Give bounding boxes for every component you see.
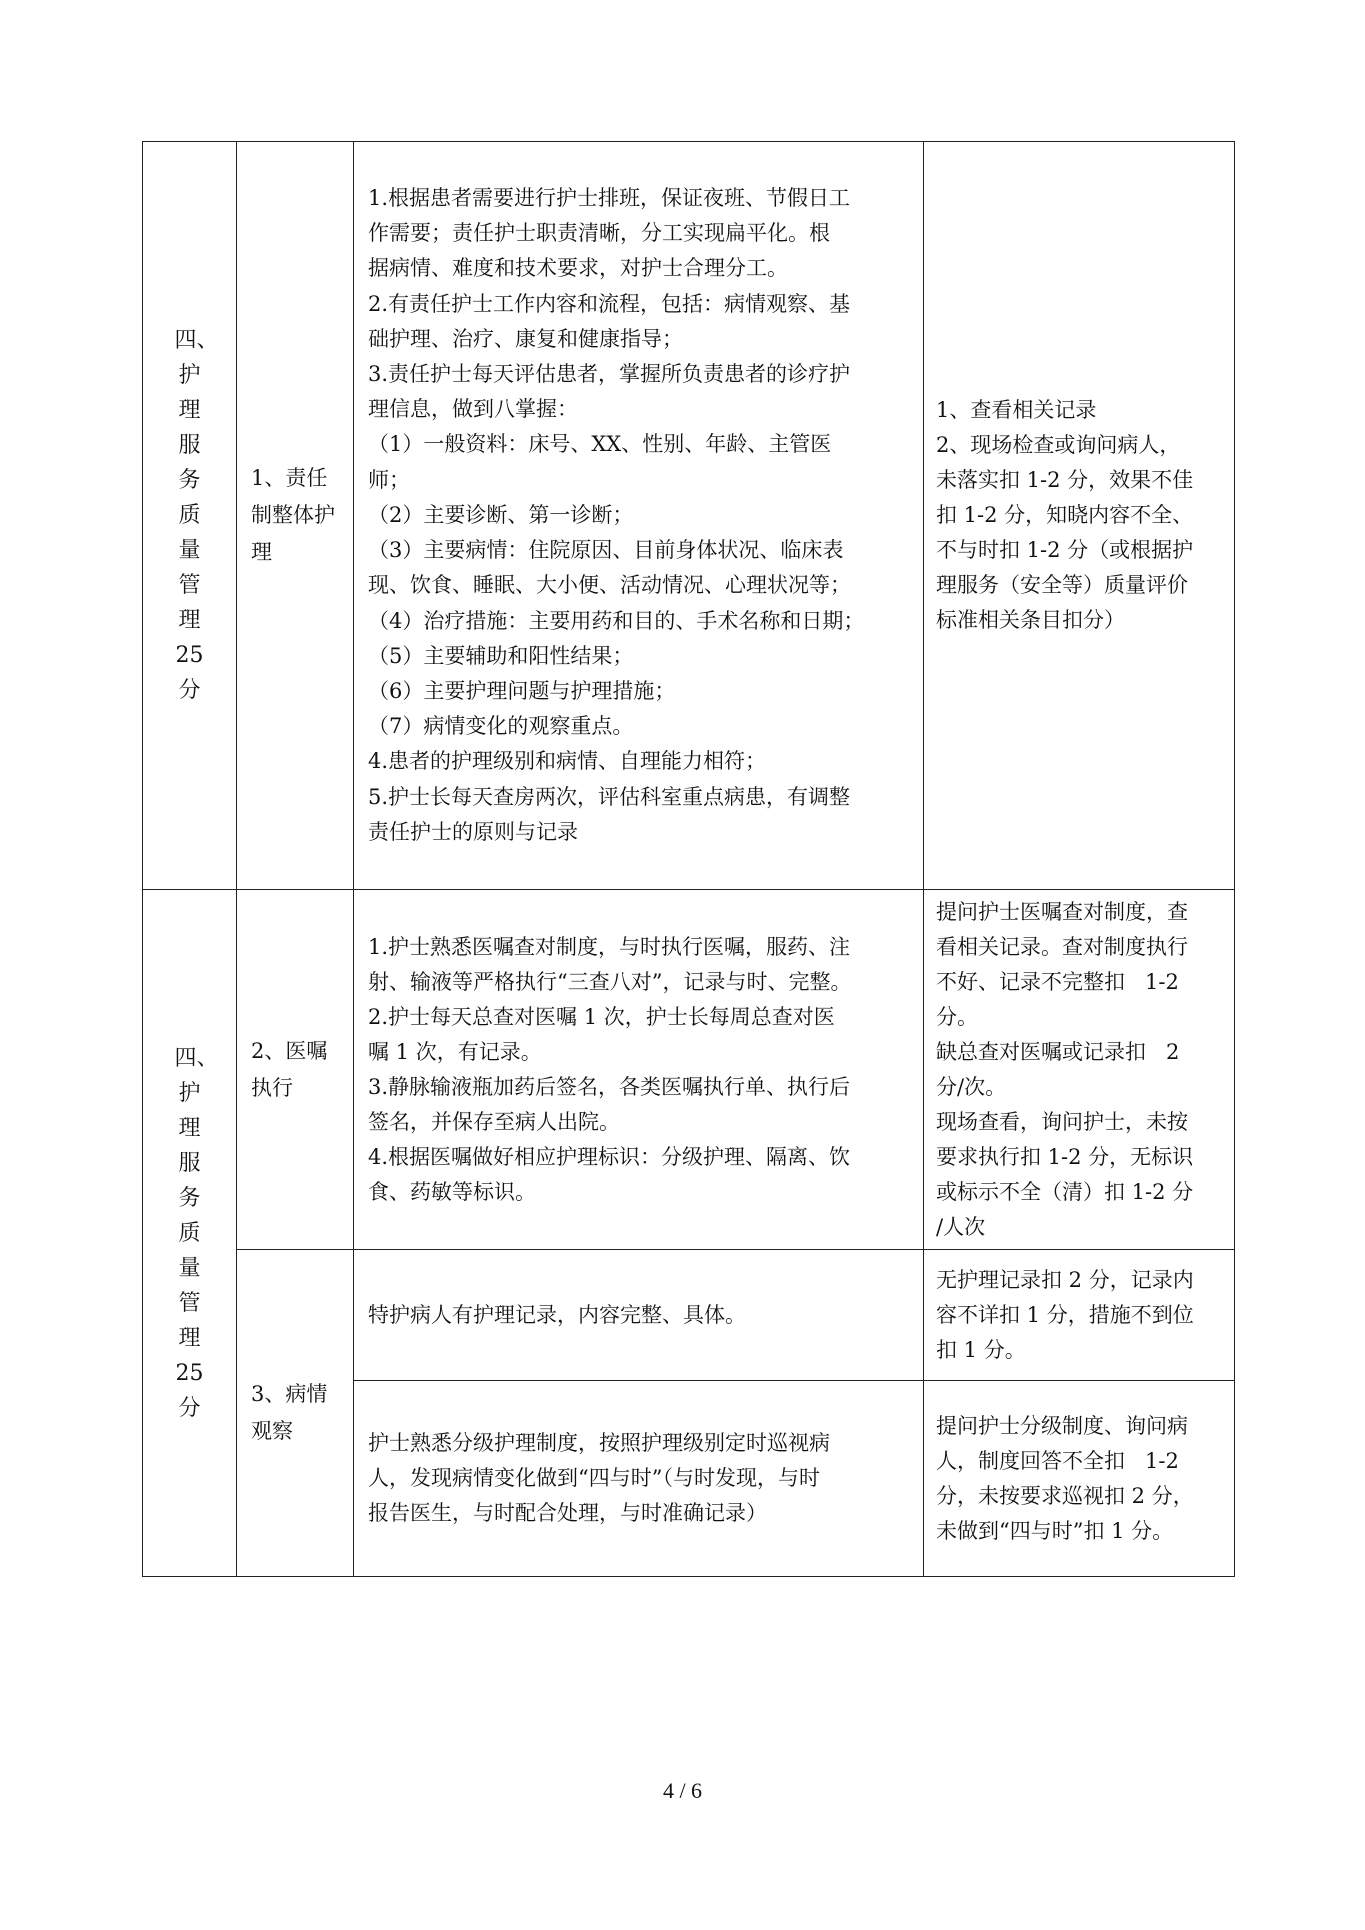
content-line: 3.静脉输液瓶加药后签名，各类医嘱执行单、执行后	[368, 1074, 851, 1099]
standard-content-cell	[354, 1381, 924, 1577]
method-line: 1、查看相关记录	[936, 398, 1097, 422]
method-line: 标准相关条目扣分）	[936, 608, 1125, 632]
content-line: 签名，并保存至病人出院。	[368, 1109, 620, 1134]
content-line: 4.患者的护理级别和病情、自理能力相符；	[368, 749, 767, 774]
standard-content-cell	[354, 890, 924, 1250]
content-line: （3）主要病情：住院原因、目前身体状况、临床表	[368, 538, 844, 563]
content-line: （6）主要护理问题与护理措施；	[368, 678, 676, 703]
method-line: 理服务（安全等）质量评价	[936, 573, 1188, 597]
method-line: 无护理记录扣 2 分，记录内	[936, 1267, 1194, 1292]
table-row	[143, 142, 1235, 890]
section-label-cell	[143, 142, 237, 890]
content-line: （4）治疗措施：主要用药和目的、手术名称和日期；	[368, 608, 865, 633]
content-line: 理信息，做到八掌握：	[368, 397, 578, 422]
method-line: 分。	[936, 1004, 978, 1029]
assessment-method-cell	[924, 1381, 1235, 1577]
content-line: 护士熟悉分级护理制度，按照护理级别定时巡视病	[368, 1431, 830, 1455]
content-line: 作需要；责任护士职责清晰，分工实现扁平化。根	[368, 221, 830, 246]
content-line: （7）病情变化的观察重点。	[368, 714, 634, 739]
content-line: 人，发现病情变化做到“四与时”（与时发现，与时	[368, 1466, 820, 1490]
method-line: 分/次。	[936, 1074, 1007, 1099]
item-cell	[237, 1250, 354, 1577]
content-line: 5.护士长每天查房两次，评估科室重点病患，有调整	[368, 784, 851, 809]
content-line: 2.有责任护士工作内容和流程，包括：病情观察、基	[368, 291, 851, 316]
item-cell	[237, 142, 354, 890]
assessment-method-cell	[924, 142, 1235, 890]
item-label: 1、责任制整体护理	[251, 466, 335, 564]
assessment-method-cell	[924, 1250, 1235, 1381]
content-line: 据病情、难度和技术要求，对护士合理分工。	[368, 256, 788, 281]
evaluation-table	[142, 141, 1235, 1577]
standard-content-cell	[354, 142, 924, 890]
section-label-cell	[143, 890, 237, 1577]
method-line: 未做到“四与时”扣 1 分。	[936, 1518, 1174, 1543]
content-line: 4.根据医嘱做好相应护理标识：分级护理、隔离、饮	[368, 1144, 851, 1169]
content-line: 射、输液等严格执行“三查八对”，记录与时、完整。	[368, 969, 852, 994]
method-line: 提问护士医嘱查对制度，查	[936, 899, 1188, 924]
method-line: 不好、记录不完整扣 1-2	[936, 969, 1179, 994]
method-line: 要求执行扣 1-2 分，无标识	[936, 1144, 1194, 1169]
content-line: （2）主要诊断、第一诊断；	[368, 502, 634, 527]
method-line: 看相关记录。查对制度执行	[936, 934, 1188, 959]
method-line: 不与时扣 1-2 分（或根据护	[936, 538, 1194, 562]
content-line: 3.责任护士每天评估患者，掌握所负责患者的诊疗护	[368, 362, 851, 387]
method-line: 或标示不全（清）扣 1-2 分	[936, 1179, 1194, 1204]
method-line: /人次	[936, 1214, 986, 1239]
method-line: 2、现场检查或询问病人，	[936, 433, 1181, 457]
item-cell	[237, 890, 354, 1250]
content-line: 1.根据患者需要进行护士排班，保证夜班、节假日工	[368, 186, 851, 211]
content-line: （5）主要辅助和阳性结果；	[368, 643, 634, 668]
method-line: 分，未按要求巡视扣 2 分，	[936, 1483, 1194, 1508]
standard-content-cell	[354, 1250, 924, 1381]
content-line: （1）一般资料：床号、XX、性别、年龄、主管医	[368, 432, 832, 457]
method-line: 扣 1-2 分，知晓内容不全、	[936, 503, 1194, 527]
item-label: 3、病情观察	[251, 1382, 328, 1443]
content-line: 2.护士每天总查对医嘱 1 次，护士长每周总查对医	[368, 1004, 835, 1029]
section-label: 四、护理服务质量管理25分	[174, 328, 219, 703]
assessment-method-cell	[924, 890, 1235, 1250]
content-line: 师；	[368, 467, 410, 492]
method-line: 缺总查对医嘱或记录扣 2	[936, 1039, 1180, 1064]
content-line: 现、饮食、睡眠、大小便、活动情况、心理状况等；	[368, 573, 851, 598]
content-line: 特护病人有护理记录，内容完整、具体。	[368, 1302, 746, 1327]
method-line: 未落实扣 1-2 分，效果不佳	[936, 468, 1194, 492]
section-label: 四、护理服务质量管理25分	[174, 1045, 219, 1421]
method-line: 人，制度回答不全扣 1-2	[936, 1448, 1179, 1473]
content-line: 责任护士的原则与记录	[368, 819, 578, 844]
content-line: 嘱 1 次，有记录。	[368, 1039, 542, 1064]
content-line: 1.护士熟悉医嘱查对制度，与时执行医嘱，服药、注	[368, 934, 851, 959]
method-line: 容不详扣 1 分，措施不到位	[936, 1302, 1194, 1327]
content-line: 食、药敏等标识。	[368, 1179, 536, 1204]
page-number: 4 / 6	[662, 1778, 703, 1803]
table-row	[143, 1250, 1235, 1381]
table-row	[143, 890, 1235, 1250]
method-line: 现场查看，询问护士，未按	[936, 1109, 1188, 1134]
content-line: 报告医生，与时配合处理，与时准确记录）	[368, 1501, 767, 1525]
content-line: 础护理、治疗、康复和健康指导；	[368, 326, 683, 351]
method-line: 提问护士分级制度、询问病	[936, 1413, 1188, 1438]
method-line: 扣 1 分。	[936, 1337, 1026, 1362]
item-label: 2、医嘱执行	[251, 1038, 328, 1100]
